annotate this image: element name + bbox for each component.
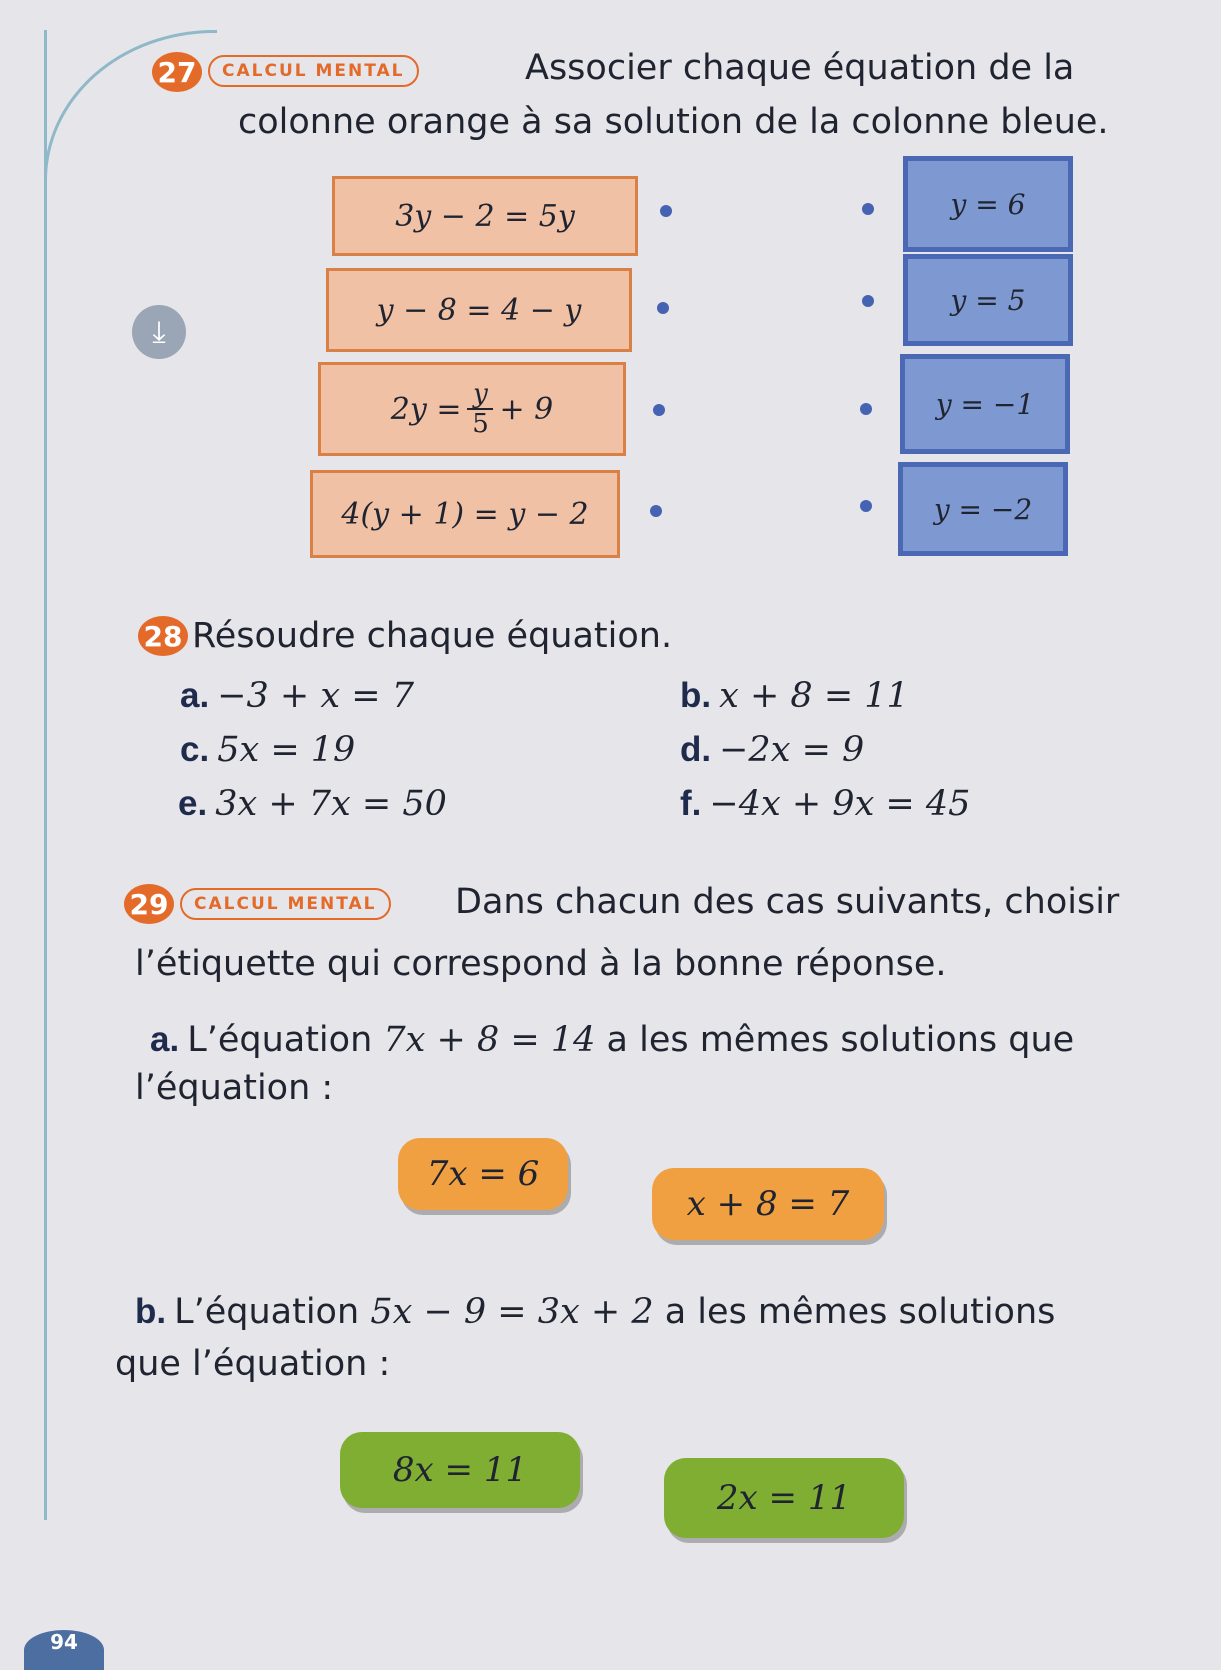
equation: x + 8 = 11 (719, 676, 909, 716)
calcul-mental-tag: CALCUL MENTAL (208, 55, 419, 87)
orange-dot-2[interactable] (657, 302, 669, 314)
exercise-29-part-b-line2: que l’équation : (115, 1344, 391, 1384)
item-letter: e. (178, 784, 208, 823)
equation: 3x + 7x = 50 (215, 784, 447, 824)
fraction-numerator: y (473, 379, 488, 409)
item-letter: a. (150, 1020, 180, 1059)
exercise-27-number: 27 (152, 52, 202, 92)
fraction-denominator: 5 (472, 409, 489, 439)
sentence-end: a les mêmes solutions (664, 1292, 1056, 1332)
equation: −2x = 9 (719, 730, 865, 770)
page-margin-arc (44, 30, 217, 183)
exercise-29-part-a (150, 1018, 1074, 1062)
exercise-27-instruction-line1: Associer chaque équation de la (525, 48, 1075, 88)
label-a-option-1[interactable]: 7x = 6 (398, 1138, 568, 1210)
blue-solution-2: y = 5 (903, 254, 1073, 346)
equation: −4x + 9x = 45 (709, 784, 971, 824)
exercise-28-title: Résoudre chaque équation. (192, 616, 673, 656)
orange-dot-3[interactable] (653, 404, 665, 416)
exercise-27-instruction-line2: colonne orange à sa solution de la colonne bleue. (238, 102, 1109, 142)
item-letter: b. (135, 1292, 167, 1331)
equation: −3 + x = 7 (217, 676, 414, 716)
calcul-mental-tag: CALCUL MENTAL (180, 888, 391, 920)
exercise-28-item-b (680, 674, 909, 718)
equation: 5x = 19 (217, 730, 356, 770)
label-b-option-1[interactable]: 8x = 11 (340, 1432, 580, 1508)
equation: 5x − 9 = 3x + 2 (370, 1292, 654, 1332)
blue-solution-3: y = −1 (900, 354, 1070, 454)
page-margin-line (44, 30, 47, 1520)
orange-equation-3-lhs: 2y = (390, 391, 462, 427)
blue-dot-4[interactable] (860, 500, 872, 512)
blue-dot-3[interactable] (860, 403, 872, 415)
orange-equation-1: 3y − 2 = 5y (332, 176, 638, 256)
blue-dot-2[interactable] (862, 295, 874, 307)
equation: 7x + 8 = 14 (383, 1020, 596, 1060)
orange-equation-3-rest: + 9 (499, 391, 554, 427)
exercise-29-part-b (135, 1290, 1055, 1334)
item-letter: a. (180, 676, 210, 715)
orange-equation-2: y − 8 = 4 − y (326, 268, 632, 352)
orange-dot-4[interactable] (650, 505, 662, 517)
sentence-start: L’équation (174, 1292, 360, 1332)
exercise-29-part-a-line2: l’équation : (135, 1068, 334, 1108)
label-b-option-2[interactable]: 2x = 11 (664, 1458, 904, 1538)
sentence-start: L’équation (187, 1020, 373, 1060)
exercise-28-number: 28 (138, 616, 188, 656)
exercise-28-item-f (680, 782, 970, 826)
orange-dot-1[interactable] (660, 205, 672, 217)
exercise-28-item-a (180, 674, 414, 718)
orange-equation-4: 4(y + 1) = y − 2 (310, 470, 620, 558)
label-a-option-2[interactable]: x + 8 = 7 (652, 1168, 884, 1240)
fraction (467, 380, 493, 438)
exercise-29-instruction-line1: Dans chacun des cas suivants, choisir (455, 882, 1120, 922)
download-icon[interactable]: ⤓ (132, 305, 186, 359)
exercise-28-item-d (680, 728, 864, 772)
item-letter: d. (680, 730, 712, 769)
blue-solution-1: y = 6 (903, 156, 1073, 252)
exercise-28-item-c (180, 728, 355, 772)
exercise-29-number: 29 (124, 884, 174, 924)
sentence-end: a les mêmes solutions que (606, 1020, 1075, 1060)
blue-dot-1[interactable] (862, 203, 874, 215)
exercise-28-item-e (178, 782, 447, 826)
blue-solution-4: y = −2 (898, 462, 1068, 556)
item-letter: f. (680, 784, 702, 823)
item-letter: c. (180, 730, 210, 769)
item-letter: b. (680, 676, 712, 715)
page-number: 94 (24, 1630, 104, 1670)
exercise-29-instruction-line2: l’étiquette qui correspond à la bonne réponse. (135, 944, 947, 984)
orange-equation-3 (318, 362, 626, 456)
